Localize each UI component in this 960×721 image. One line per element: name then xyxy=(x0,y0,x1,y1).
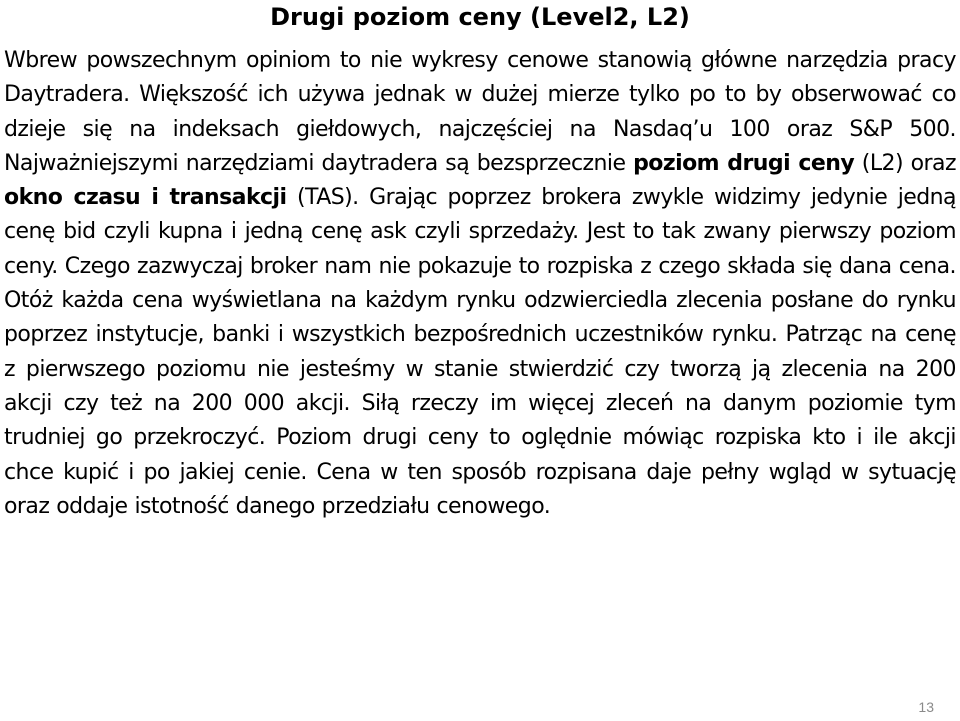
paragraph-text-3: (TAS). Grając poprzez brokera zwykle widzimy jedynie jedną cenę bid czyli kupna i jedną cenę ask czyli sprzedaży. Jest to tak zwany pierwszy poziom ceny. Czego zazwyczaj broker nam nie pokazuje to rozpiska z czego składa się dana cena. Otóż każda cena wyświetlana na każdym rynku odzwierciedla zlecenia posłane do rynku poprzez instytucje, banki i wszystkich bezpośrednich uczestników rynku. Patrząc na cenę z pierwszego poziomu nie jesteśmy w stanie stwierdzić czy tworzą ją zlecenia na 200 akcji czy też na 200 000 akcji. Siłą rzeczy im więcej zleceń na danym poziomie tym trudniej go przekroczyć. Poziom drugi ceny to oględnie mówiąc rozpiska kto i ile akcji chce kupić i po jakiej cenie. Cena w ten sposób rozpisana daje pełny wgląd w sytuację oraz oddaje istotność danego przedziału cenowego. xyxy=(4,185,956,519)
body-paragraph xyxy=(4,44,956,524)
paragraph-text-2: (L2) oraz xyxy=(854,150,956,176)
bold-term-tas: okno czasu i transakcji xyxy=(4,185,287,211)
page-number: 13 xyxy=(918,699,934,715)
bold-term-level2: poziom drugi ceny xyxy=(633,150,855,176)
slide-title: Drugi poziom ceny (Level2, L2) xyxy=(270,3,690,31)
paragraph-text-1: Wbrew powszechnym opiniom to nie wykresy cenowe stanowią główne narzędzia pracy Daytradera. Większość ich używa jednak w dużej mierze tylko po to by obserwować co dzieje się na indeksach giełdowych, najczęściej na Nasdaq’u 100 oraz S&P 500. Najważniejszymi narzędziami daytradera są bezsprzecznie xyxy=(4,48,956,176)
